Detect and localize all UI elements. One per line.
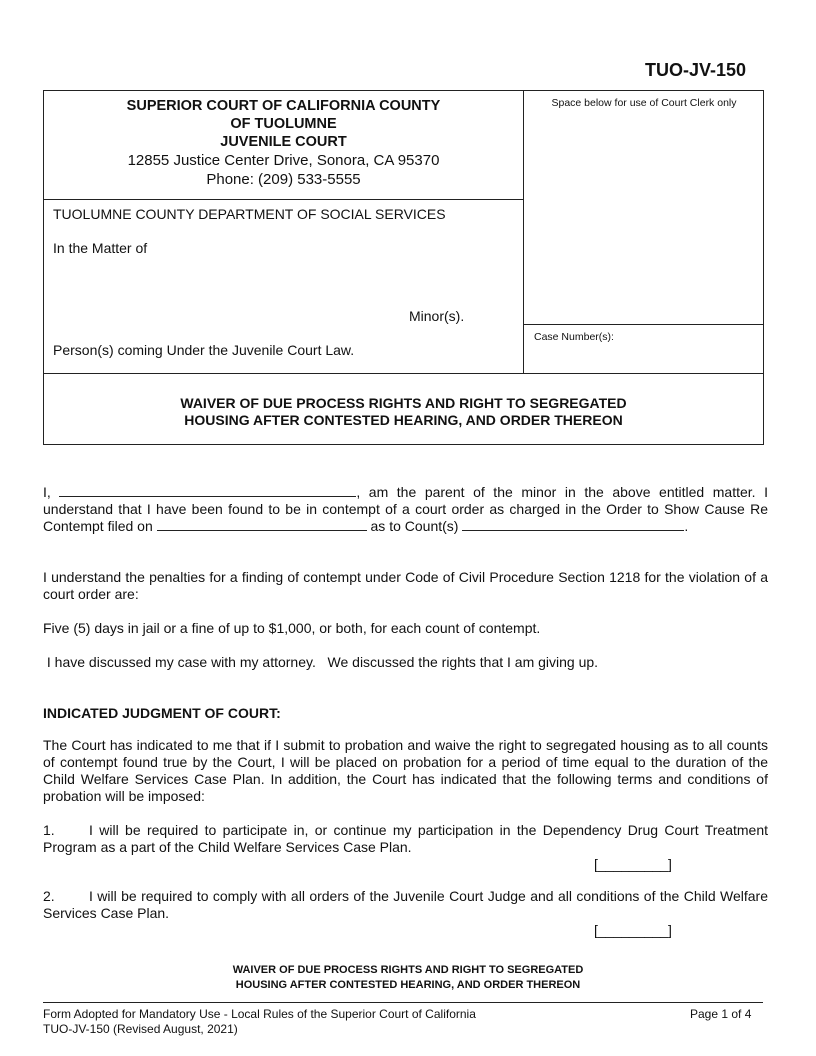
case-number-label: Case Number(s):: [534, 331, 614, 343]
footer-title: [0, 963, 816, 993]
item-number: 1.: [43, 822, 55, 838]
court-name-2: OF TUOLUMNE: [230, 116, 337, 132]
minors-label: Minor(s).: [409, 308, 465, 324]
form-number: TUO-JV-150: [644, 60, 746, 80]
court-phone: Phone: (209) 533-5555: [206, 171, 361, 188]
court-address: 12855 Justice Center Drive, Sonora, CA 95370: [127, 152, 440, 169]
caption-box: [43, 90, 764, 445]
parent-name-blank[interactable]: [59, 485, 356, 497]
persons-label: Person(s) coming Under the Juvenile Court Law.: [53, 342, 355, 358]
footer-title-2: HOUSING AFTER CONTESTED HEARING, AND ORDER THEREON: [235, 979, 581, 991]
penalty-text: Five (5) days in jail or a fine of up to $1,000, or both, for each count of contempt.: [43, 620, 541, 636]
footer-revised: TUO-JV-150 (Revised August, 2021): [43, 1022, 238, 1036]
title-line-1: WAIVER OF DUE PROCESS RIGHTS AND RIGHT TO SEGREGATED: [180, 395, 627, 411]
court-name-1: SUPERIOR COURT OF CALIFORNIA COUNTY: [126, 98, 441, 114]
clerk-space: Space below for use of Court Clerk only: [524, 91, 764, 325]
filed-date-blank[interactable]: [157, 519, 367, 531]
statement-paragraph: [43, 484, 768, 535]
title-line-2: HOUSING AFTER CONTESTED HEARING, AND ORDER THEREON: [184, 412, 623, 428]
court-header: [44, 91, 524, 200]
text: .: [684, 518, 689, 534]
page-number: Page 1 of 4: [690, 1007, 752, 1021]
attorney-text: I have discussed my case with my attorney. We discussed the rights that I am giving up.: [43, 654, 599, 670]
court-name-3: JUVENILE COURT: [220, 134, 347, 150]
footer-title-1: WAIVER OF DUE PROCESS RIGHTS AND RIGHT TO SEGREGATED: [232, 964, 584, 976]
party-section: [44, 200, 524, 373]
footer-divider: [43, 1002, 763, 1003]
case-number-field[interactable]: [524, 325, 764, 373]
item-text: I will be required to participate in, or continue my participation in the Dependency Drug Court Treatment Program as a part of the Child Welfare Services Case Plan.: [43, 822, 768, 855]
footer-info: [43, 1007, 476, 1037]
agency: TUOLUMNE COUNTY DEPARTMENT OF SOCIAL SERVICES: [53, 206, 446, 222]
section-heading: INDICATED JUDGMENT OF COURT:: [43, 705, 281, 721]
judgment-paragraph: The Court has indicated to me that if I submit to probation and waive the right to segregated housing as to all counts of contempt found true by the Court, I will be placed on probation for a period of time equal to the duration of the Child Welfare Services Case Plan. In addition, the Court has indicated that the following terms and conditions of probation will be imposed:: [43, 737, 768, 804]
penalties-paragraph: I understand the penalties for a finding of contempt under Code of Civil Procedure Section 1218 for the violation of a court order are:: [43, 569, 768, 602]
matter-label: In the Matter of: [53, 240, 148, 256]
text: , am the parent of the minor in the above entitled matter. I understand that I have been found to be in contempt of a court order as charged in the Order to Show Cause Re Contempt filed on: [43, 484, 768, 534]
form-title: [44, 373, 763, 445]
counts-blank[interactable]: [462, 519, 684, 531]
item-text: I will be required to comply with all orders of the Juvenile Court Judge and all conditions of the Child Welfare Services Case Plan.: [43, 888, 768, 921]
initials-box-2[interactable]: [_________]: [594, 922, 672, 938]
term-item-1: [43, 822, 768, 856]
footer-adopted: Form Adopted for Mandatory Use - Local Rules of the Superior Court of California: [43, 1007, 476, 1021]
term-item-2: [43, 888, 768, 922]
initials-box-1[interactable]: [_________]: [594, 856, 672, 872]
item-number: 2.: [43, 888, 55, 904]
text: I,: [43, 484, 51, 500]
text: as to Count(s): [370, 518, 459, 534]
